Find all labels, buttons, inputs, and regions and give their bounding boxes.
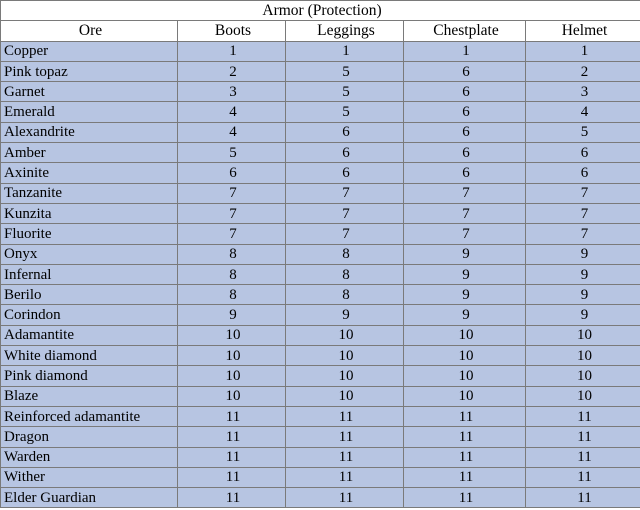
cell-helmet: 10 — [526, 325, 640, 345]
cell-ore: Adamantite — [1, 325, 178, 345]
cell-chestplate: 6 — [404, 143, 526, 163]
cell-leggings: 5 — [286, 61, 404, 81]
cell-chestplate: 11 — [404, 488, 526, 508]
cell-chestplate: 6 — [404, 122, 526, 142]
table-row — [1, 143, 640, 163]
cell-helmet: 11 — [526, 488, 640, 508]
cell-leggings: 8 — [286, 264, 404, 284]
cell-helmet: 10 — [526, 386, 640, 406]
cell-ore: Emerald — [1, 102, 178, 122]
cell-boots: 6 — [178, 163, 286, 183]
cell-ore: Alexandrite — [1, 122, 178, 142]
column-header-leggings: Leggings — [286, 21, 404, 41]
cell-ore: Reinforced adamantite — [1, 406, 178, 426]
table-row — [1, 366, 640, 386]
table-row — [1, 264, 640, 284]
cell-ore: Copper — [1, 41, 178, 61]
cell-boots: 8 — [178, 264, 286, 284]
cell-chestplate: 7 — [404, 183, 526, 203]
cell-chestplate: 6 — [404, 163, 526, 183]
cell-boots: 10 — [178, 386, 286, 406]
cell-boots: 7 — [178, 203, 286, 223]
table-row — [1, 488, 640, 508]
table-row — [1, 386, 640, 406]
cell-boots: 11 — [178, 488, 286, 508]
cell-ore: Berilo — [1, 285, 178, 305]
cell-chestplate: 9 — [404, 305, 526, 325]
cell-ore: Wither — [1, 467, 178, 487]
cell-chestplate: 6 — [404, 82, 526, 102]
table-row — [1, 224, 640, 244]
cell-leggings: 11 — [286, 427, 404, 447]
cell-chestplate: 10 — [404, 325, 526, 345]
cell-boots: 7 — [178, 183, 286, 203]
table-row — [1, 41, 640, 61]
cell-chestplate: 1 — [404, 41, 526, 61]
cell-chestplate: 7 — [404, 203, 526, 223]
cell-boots: 10 — [178, 366, 286, 386]
cell-helmet: 1 — [526, 41, 640, 61]
cell-ore: Dragon — [1, 427, 178, 447]
table-row — [1, 427, 640, 447]
cell-helmet: 7 — [526, 183, 640, 203]
cell-boots: 11 — [178, 447, 286, 467]
column-header-ore: Ore — [1, 21, 178, 41]
cell-leggings: 10 — [286, 366, 404, 386]
cell-chestplate: 10 — [404, 346, 526, 366]
cell-ore: Pink topaz — [1, 61, 178, 81]
cell-helmet: 9 — [526, 264, 640, 284]
cell-helmet: 11 — [526, 447, 640, 467]
cell-leggings: 11 — [286, 447, 404, 467]
cell-leggings: 9 — [286, 305, 404, 325]
cell-helmet: 6 — [526, 163, 640, 183]
cell-leggings: 11 — [286, 488, 404, 508]
table-row — [1, 82, 640, 102]
cell-leggings: 6 — [286, 143, 404, 163]
cell-helmet: 6 — [526, 143, 640, 163]
table-row — [1, 61, 640, 81]
cell-helmet: 11 — [526, 467, 640, 487]
cell-ore: Amber — [1, 143, 178, 163]
cell-boots: 3 — [178, 82, 286, 102]
cell-helmet: 7 — [526, 203, 640, 223]
cell-leggings: 8 — [286, 244, 404, 264]
cell-helmet: 2 — [526, 61, 640, 81]
cell-boots: 11 — [178, 467, 286, 487]
table-row — [1, 467, 640, 487]
cell-boots: 11 — [178, 427, 286, 447]
cell-helmet: 4 — [526, 102, 640, 122]
cell-chestplate: 9 — [404, 244, 526, 264]
cell-boots: 7 — [178, 224, 286, 244]
cell-ore: Corindon — [1, 305, 178, 325]
cell-leggings: 7 — [286, 203, 404, 223]
cell-leggings: 10 — [286, 386, 404, 406]
cell-helmet: 11 — [526, 406, 640, 426]
cell-boots: 8 — [178, 244, 286, 264]
table-row — [1, 285, 640, 305]
cell-ore: Blaze — [1, 386, 178, 406]
table-row — [1, 163, 640, 183]
cell-ore: Axinite — [1, 163, 178, 183]
table-row — [1, 406, 640, 426]
cell-helmet: 9 — [526, 285, 640, 305]
column-header-chestplate: Chestplate — [404, 21, 526, 41]
cell-leggings: 1 — [286, 41, 404, 61]
table-row — [1, 102, 640, 122]
cell-leggings: 10 — [286, 346, 404, 366]
table-row — [1, 203, 640, 223]
cell-helmet: 7 — [526, 224, 640, 244]
cell-boots: 10 — [178, 346, 286, 366]
cell-chestplate: 11 — [404, 447, 526, 467]
cell-ore: Elder Guardian — [1, 488, 178, 508]
cell-helmet: 3 — [526, 82, 640, 102]
cell-chestplate: 10 — [404, 386, 526, 406]
cell-boots: 1 — [178, 41, 286, 61]
table-row — [1, 305, 640, 325]
column-header-row — [1, 21, 640, 41]
cell-chestplate: 7 — [404, 224, 526, 244]
cell-chestplate: 6 — [404, 102, 526, 122]
cell-boots: 8 — [178, 285, 286, 305]
cell-leggings: 11 — [286, 406, 404, 426]
cell-chestplate: 6 — [404, 61, 526, 81]
cell-helmet: 11 — [526, 427, 640, 447]
column-header-helmet: Helmet — [526, 21, 640, 41]
cell-ore: Garnet — [1, 82, 178, 102]
cell-leggings: 8 — [286, 285, 404, 305]
cell-leggings: 11 — [286, 467, 404, 487]
cell-leggings: 6 — [286, 163, 404, 183]
cell-ore: Kunzita — [1, 203, 178, 223]
cell-ore: Onyx — [1, 244, 178, 264]
cell-boots: 9 — [178, 305, 286, 325]
cell-helmet: 10 — [526, 366, 640, 386]
cell-chestplate: 11 — [404, 406, 526, 426]
cell-leggings: 10 — [286, 325, 404, 345]
cell-leggings: 7 — [286, 183, 404, 203]
cell-boots: 10 — [178, 325, 286, 345]
cell-boots: 4 — [178, 102, 286, 122]
table-row — [1, 325, 640, 345]
cell-chestplate: 10 — [404, 366, 526, 386]
cell-helmet: 10 — [526, 346, 640, 366]
cell-boots: 4 — [178, 122, 286, 142]
cell-leggings: 6 — [286, 122, 404, 142]
table-row — [1, 346, 640, 366]
cell-chestplate: 11 — [404, 427, 526, 447]
table-title-row — [1, 1, 640, 21]
table-body — [1, 41, 640, 508]
cell-ore: White diamond — [1, 346, 178, 366]
table-row — [1, 244, 640, 264]
cell-ore: Infernal — [1, 264, 178, 284]
cell-boots: 5 — [178, 143, 286, 163]
cell-ore: Warden — [1, 447, 178, 467]
cell-ore: Pink diamond — [1, 366, 178, 386]
cell-chestplate: 9 — [404, 285, 526, 305]
table-title: Armor (Protection) — [1, 1, 640, 21]
table-row — [1, 122, 640, 142]
cell-leggings: 5 — [286, 82, 404, 102]
table-row — [1, 447, 640, 467]
cell-leggings: 7 — [286, 224, 404, 244]
cell-chestplate: 11 — [404, 467, 526, 487]
cell-chestplate: 9 — [404, 264, 526, 284]
cell-ore: Fluorite — [1, 224, 178, 244]
cell-boots: 2 — [178, 61, 286, 81]
cell-leggings: 5 — [286, 102, 404, 122]
table-row — [1, 183, 640, 203]
cell-boots: 11 — [178, 406, 286, 426]
cell-helmet: 9 — [526, 244, 640, 264]
cell-ore: Tanzanite — [1, 183, 178, 203]
cell-helmet: 9 — [526, 305, 640, 325]
column-header-boots: Boots — [178, 21, 286, 41]
cell-helmet: 5 — [526, 122, 640, 142]
